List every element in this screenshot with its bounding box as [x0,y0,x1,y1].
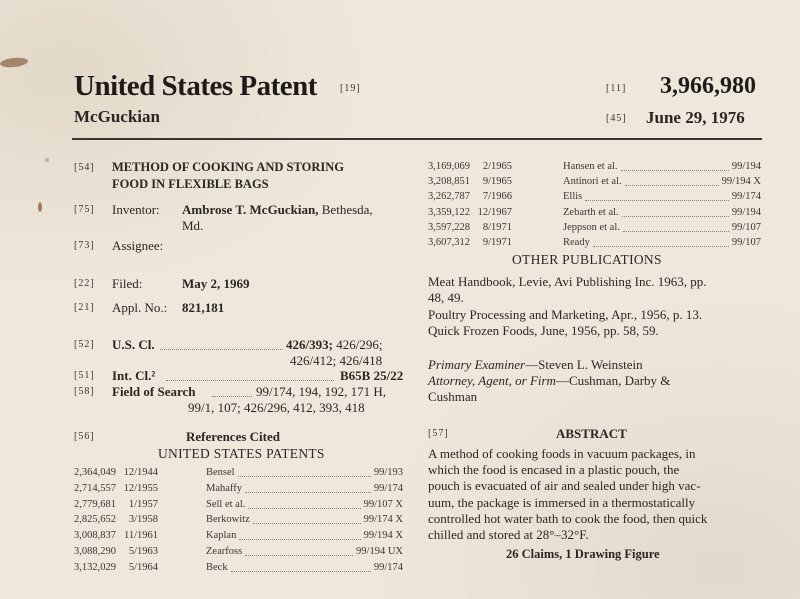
reference-row [428,237,762,250]
us-cl-label: U.S. Cl. [112,337,155,352]
filed-label: Filed: [112,276,143,291]
reference-class: 99/174 X [363,514,403,526]
abstract-heading: ABSTRACT [556,426,627,441]
reference-class: 99/194 X [721,176,761,188]
inventor-city: Bethesda, [318,202,373,217]
field-of-search-label: Field of Search [112,384,196,399]
code-73: [73] [74,240,95,251]
code-51: [51] [74,370,95,381]
reference-date: 8/1971 [482,221,512,233]
reference-row [428,191,762,204]
publication-line: Poultry Processing and Marketing, Apr., 1956, p. 13. [428,307,703,322]
reference-name: Hansen et al. [563,161,618,172]
dot-leader [231,562,371,572]
reference-number: 3,132,029 [74,561,116,573]
reference-date: 12/1944 [123,467,158,478]
other-publications-heading: OTHER PUBLICATIONS [512,252,662,267]
reference-date: 5/1964 [128,561,158,573]
us-cl-line2: 426/412; 426/418 [290,353,383,368]
code-58: [58] [74,386,95,397]
date-code: [45] [606,113,627,124]
primary-examiner [428,357,643,373]
attorney-line2: Cushman [428,389,478,404]
dot-leader [245,546,353,556]
abstract-line: A method of cooking foods in vacuum packages, in [428,446,696,461]
reference-row [74,514,404,527]
int-cl-value: B65B 25/22 [340,368,404,383]
dot-leader [621,161,729,171]
dot-leader [238,467,371,477]
reference-number: 3,008,837 [74,530,116,542]
patent-title: United States Patent [74,70,317,102]
reference-date: 7/1966 [482,191,512,203]
dot-leader [593,237,729,247]
inventor-state: Md. [182,218,204,233]
invention-title-line2: FOOD IN FLEXIBLE BAGS [112,177,269,191]
publication-line: Quick Frozen Foods, June, 1956, pp. 58, 59. [428,323,659,338]
reference-row [428,176,762,189]
reference-number: 3,597,228 [428,221,470,233]
us-cl-value [286,337,382,353]
patent-number: 3,966,980 [660,73,756,99]
dot-leader [239,530,360,540]
reference-date: 5/1963 [128,546,158,557]
reference-row [74,467,404,480]
code-54: [54] [74,162,95,173]
dot-leader [245,483,371,493]
reference-row [428,207,762,220]
reference-name: Berkowitz [206,514,250,526]
reference-number: 3,262,787 [428,191,470,203]
title-code: [19] [340,83,361,94]
int-cl-label: Int. Cl.² [112,368,156,383]
reference-class: 99/174 [373,561,403,573]
us-patents-heading: UNITED STATES PATENTS [158,446,325,461]
attorney-label: Attorney, Agent, or Firm [428,373,556,388]
ink-stain [0,57,28,69]
reference-name: Mahaffy [206,482,242,494]
publication-line: 48, 49. [428,290,464,305]
header-rule [72,138,762,140]
dot-leader [625,176,719,186]
code-75: [75] [74,204,95,215]
ink-stain [38,202,42,212]
reference-row [74,483,404,496]
inventor-value [182,202,373,218]
appl-no-label: Appl. No.: [112,300,168,315]
patent-date: June 29, 1976 [646,108,745,127]
reference-row [428,222,762,235]
reference-class: 99/174 [731,191,761,203]
reference-name: Ellis [563,191,583,203]
reference-name: Antinori et al. [563,176,622,188]
code-22: [22] [74,278,95,289]
dot-leader [585,191,729,201]
reference-row [74,499,404,512]
dot-leader [166,371,334,381]
reference-class: 99/174 [373,482,403,494]
field-of-search-line1: 99/174, 194, 192, 171 H, [256,384,386,399]
reference-name: Zearfoss [206,546,243,557]
reference-date: 11/1961 [123,530,158,542]
invention-title-line1: METHOD OF COOKING AND STORING [112,160,344,174]
reference-date: 9/1965 [482,176,512,188]
reference-date: 1/1957 [128,498,158,510]
reference-date: 12/1967 [477,206,512,218]
reference-class: 99/194 UX [356,546,403,557]
abstract-line: controlled hot water bath to cook the food, then quick [428,510,708,526]
dot-leader [253,514,361,524]
reference-number: 2,364,049 [74,467,116,478]
references-cited-heading: References Cited [186,429,280,444]
reference-number: 3,088,290 [74,546,116,557]
dot-leader [212,387,252,397]
reference-class: 99/107 X [363,498,403,510]
reference-number: 3,359,122 [428,206,470,218]
reference-class: 99/107 [731,221,761,233]
reference-row [74,546,404,559]
publication-line: Meat Handbook, Levie, Avi Publishing Inc. 1963, pp. [428,274,707,289]
code-57: [57] [428,428,449,439]
inventor-surname: McGuckian [74,107,160,126]
abstract-line: uum, the package is immersed in a thermostatically [428,494,696,510]
reference-date: 2/1965 [482,161,512,172]
dot-leader [160,340,283,350]
reference-name: Jeppson et al. [563,221,620,233]
reference-number: 2,714,557 [74,482,116,494]
abstract-line: chilled and stored at 28°–32°F. [428,527,589,542]
code-56: [56] [74,431,95,442]
reference-number: 3,208,851 [428,176,470,188]
reference-number: 2,825,652 [74,514,116,526]
reference-row [74,562,404,575]
abstract-line: pouch is evacuated of air and sealed under high vac- [428,478,701,494]
dot-leader [622,207,729,217]
filed-value: May 2, 1969 [182,276,250,291]
reference-name: Sell et al. [206,498,246,510]
reference-date: 3/1958 [128,514,158,526]
reference-class: 99/194 X [363,530,403,542]
reference-number: 3,169,069 [428,161,470,172]
reference-number: 2,779,681 [74,498,116,510]
reference-name: Bensel [206,467,235,478]
reference-name: Beck [206,561,228,573]
reference-row [428,161,762,174]
code-21: [21] [74,302,95,313]
reference-class: 99/194 [731,161,761,172]
us-cl-primary: 426/393; [286,337,333,352]
inventor-name: Ambrose T. McGuckian, [182,202,319,217]
reference-date: 9/1971 [482,237,512,248]
attorney [428,373,670,389]
reference-class: 99/194 [731,206,761,218]
inventor-label: Inventor: [112,202,160,217]
dot-leader [248,499,360,509]
attorney-name: —Cushman, Darby & [555,373,671,388]
appl-no-value: 821,181 [182,300,225,315]
dot-leader [623,222,729,232]
claims-summary: 26 Claims, 1 Drawing Figure [506,547,660,561]
primary-examiner-label: Primary Examiner [428,357,526,372]
reference-class: 99/193 [373,467,403,478]
field-of-search-line2: 99/1, 107; 426/296, 412, 393, 418 [188,400,365,415]
number-code: [11] [606,83,627,94]
reference-class: 99/107 [731,237,761,248]
reference-number: 3,607,312 [428,237,470,248]
ink-stain [45,158,49,162]
primary-examiner-name: —Steven L. Weinstein [525,357,643,372]
reference-name: Ready [563,237,590,248]
reference-date: 12/1955 [123,482,158,494]
reference-name: Kaplan [206,530,237,542]
abstract-line: which the food is encased in a plastic pouch, the [428,462,680,478]
us-cl-secondary: 426/296; [332,337,383,352]
assignee-label: Assignee: [112,238,164,253]
reference-row [74,530,404,543]
code-52: [52] [74,339,95,350]
reference-name: Zebarth et al. [563,206,619,218]
